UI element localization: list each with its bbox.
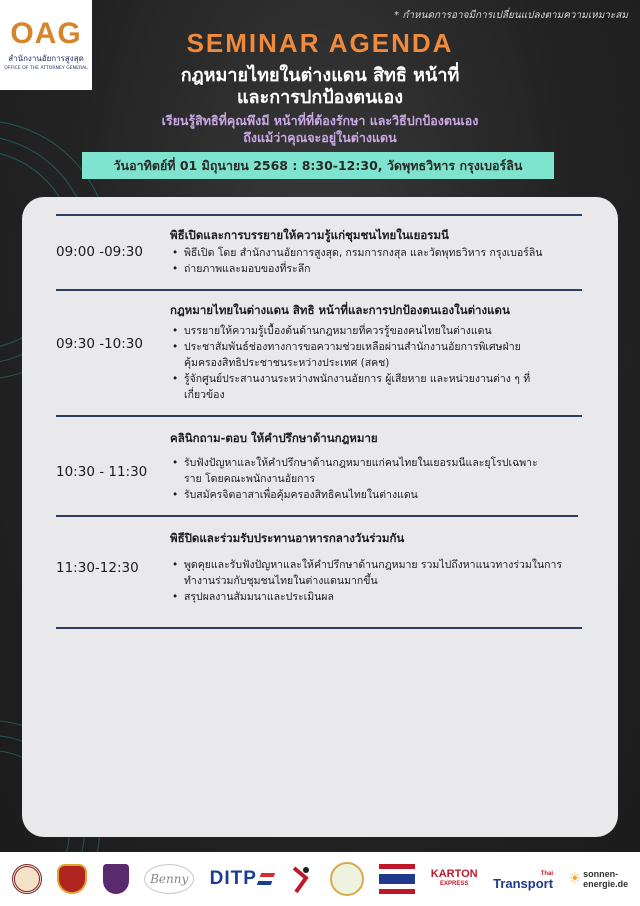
sponsor-dancer-logo [288,864,314,894]
bullet-item: • พิธีเปิด โดย สำนักงานอัยการสูงสุด, กรมการกงสุล และวัดพุทธวิหาร กรุงเบอร์ลิน [172,245,572,261]
session-title: คลินิกถาม-ตอบ ให้คำปรึกษาด้านกฎหมาย [170,431,378,445]
subtitle-line-1: กฎหมายไทยในต่างแดน สิทธิ หน้าที่ [180,65,460,86]
description-line-2: ถึงแม้ว่าคุณจะอยู่ในต่างแดน [243,130,397,145]
karton-sub-text: EXPRESS [440,881,469,887]
divider [56,214,582,216]
sponsor-benny-logo [144,864,194,894]
logo-mark: OAG [10,17,82,50]
bullet-item: • ประชาสัมพันธ์ช่องทางการขอความช่วยเหลือผ่านสำนักงานอัยการพิเศษฝ่ายคุ้มครองสิทธิประชาชนระหว่างประเทศ (สคช) [172,339,558,371]
session-time: 09:00 -09:30 [56,244,143,260]
session-bullets [172,455,544,503]
agenda-card [22,197,618,837]
session-time: 09:30 -10:30 [56,336,143,352]
sponsor-ditp-logo [210,868,273,890]
date-venue-banner [82,152,554,179]
description-line-1: เรียนรู้สิทธิที่คุณพึงมี หน้าที่ที่ต้องรักษา และวิธีปกป้องตนเอง [161,113,479,128]
divider [56,289,582,291]
subtitle-line-2: และการปกป้องตนเอง [236,87,404,108]
thai-flag-icon [379,864,415,894]
sponsor-karton-logo [431,869,478,889]
sonnen-text-2: energie.de [583,879,629,889]
bullet-item: • สรุปผลงานสัมมนาและประเมินผล [172,589,562,605]
page-title: SEMINAR AGENDA [186,28,454,58]
session-bullets [172,323,558,403]
transport-pre-text: Thai [540,871,554,877]
ditp-text: DITP [209,868,257,889]
logo-name-en: OFFICE OF THE ATTORNEY GENERAL [4,66,88,71]
bullet-item: • รับสมัครจิตอาสาเพื่อคุ้มครองสิทธิคนไทยในต่างแดน [172,487,544,503]
bullet-item: • บรรยายให้ความรู้เบื้องต้นด้านกฎหมายที่ควรรู้ของคนไทยในต่างแดน [172,323,558,339]
bullet-item: • รับฟังปัญหาและให้คำปรึกษาด้านกฎหมายแก่คนไทยในเยอรมนีและยุโรปเฉพาะราย โดยคณะพนักงานอัยการ [172,455,544,487]
benny-text: Benny [150,872,189,886]
divider [56,515,578,517]
sponsor-round-logo [330,862,364,896]
sonnen-text-1: sonnen- [583,869,619,879]
divider [56,415,582,417]
sponsor-logo-strip [0,852,640,906]
date-venue-text: วันอาทิตย์ที่ 01 มิถุนายน 2568 : 8:30-12:30, วัดพุทธวิหาร กรุงเบอร์ลิน [113,157,523,173]
disclaimer-note: * กำหนดการอาจมีการเปลี่ยนแปลงตามความเหมาะสม [394,10,628,21]
session-title: พิธีปิดและร่วมรับประทานอาหารกลางวันร่วมกัน [170,531,405,545]
bullet-item: • รู้จักศูนย์ประสานงานระหว่างพนักงานอัยการ ผู้เสียหาย และหน่วยงานต่าง ๆ ที่เกี่ยวข้อง [172,371,558,403]
sponsor-sonnen-energie-logo [569,869,629,889]
bullet-item: • ถ่ายภาพและมอบของที่ระลึก [172,261,572,277]
session-time: 11:30-12:30 [56,560,139,576]
session-time: 10:30 - 11:30 [56,464,148,480]
logo-name-th: สำนักงานอัยการสูงสุด [8,54,84,63]
karton-text: KARTON [430,868,478,880]
sponsor-crest-logo [57,864,87,894]
transport-text: Transport [493,876,554,891]
sponsor-thai-transport-logo [493,869,553,889]
session-bullets [172,245,572,277]
sponsor-siam-logo [103,864,129,894]
session-bullets [172,557,562,605]
session-title: กฎหมายไทยในต่างแดน สิทธิ หน้าที่และการปกป้องตนเองในต่างแดน [170,303,510,317]
session-title: พิธีเปิดและการบรรยายให้ความรู้แก่ชุมชนไทยในเยอรมนี [170,228,449,242]
sun-icon: ☀ [568,871,582,887]
bullet-item: • พูดคุยและรับฟังปัญหาและให้คำปรึกษาด้านกฎหมาย รวมไปถึงหาแนวทางร่วมในการทำงานร่วมกับชุมชนไทยในต่างแดนมากขึ้น [172,557,562,589]
divider [56,627,582,629]
sponsor-seal-logo [12,864,42,894]
